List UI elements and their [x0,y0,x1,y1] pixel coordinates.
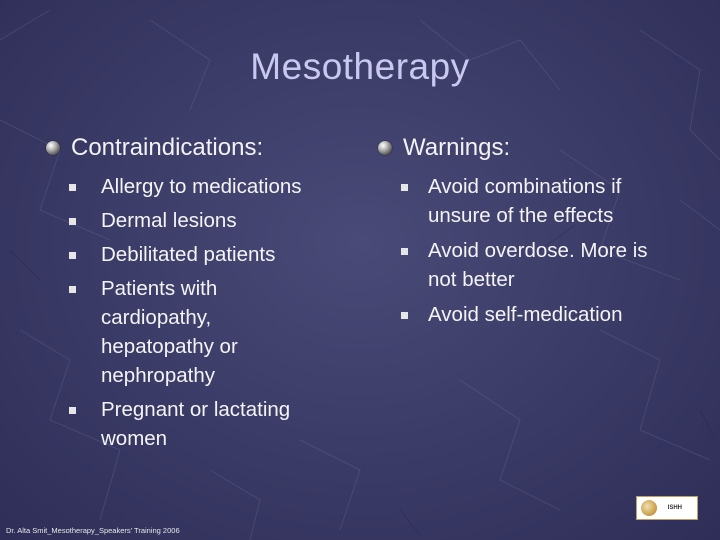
list-item [401,300,688,329]
contraindications-list [69,172,356,453]
list-item-text: Avoid self-medication [428,303,623,326]
list-item-text: Pregnant or lactating women [101,398,291,450]
list-item [69,206,356,235]
square-bullet-icon [69,286,76,293]
square-bullet-icon [69,252,76,259]
warnings-heading-row [378,134,688,162]
list-item [69,395,356,453]
square-bullet-icon [401,312,408,319]
logo-emblem-icon [641,500,657,516]
slide-footer: Dr. Alta Smit_Mesotherapy_Speakers' Training 2006 [6,526,180,535]
list-item-text: Avoid overdose. More is not better [428,239,648,291]
list-item [69,274,356,390]
square-bullet-icon [69,184,76,191]
warnings-heading: Warnings: [403,134,511,161]
square-bullet-icon [401,184,408,191]
list-item [69,240,356,269]
list-item-text: Avoid combinations if unsure of the effects [428,175,622,227]
slide-title: Mesotherapy [250,46,470,87]
sphere-bullet-icon [46,141,60,155]
list-item [401,172,688,230]
list-item-text: Allergy to medications [101,175,302,198]
list-item-text: Patients with cardiopathy, hepatopathy or nephropathy [101,277,238,387]
list-item-text: Dermal lesions [101,209,237,232]
list-item [401,236,688,294]
square-bullet-icon [69,407,76,414]
contraindications-heading: Contraindications: [71,134,264,161]
logo-text: ISHH [667,505,682,511]
list-item [69,172,356,201]
contraindications-section [46,134,356,458]
warnings-section [378,134,688,335]
square-bullet-icon [401,248,408,255]
organization-logo-icon [636,496,698,520]
list-item-text: Debilitated patients [101,243,276,266]
warnings-list [401,172,688,329]
sphere-bullet-icon [378,141,392,155]
contraindications-heading-row [46,134,356,162]
square-bullet-icon [69,218,76,225]
